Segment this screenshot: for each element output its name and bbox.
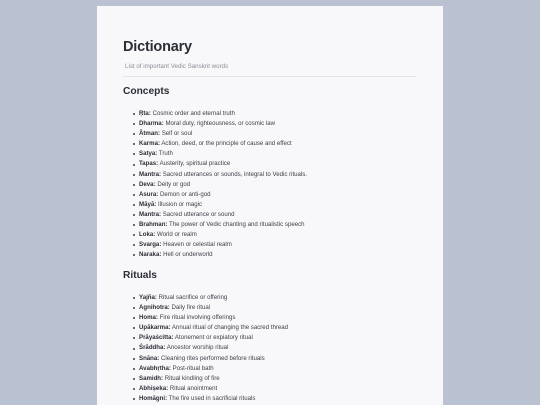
bullet-icon <box>133 337 135 339</box>
term-label: Homāgni: <box>139 394 168 402</box>
term-definition: Heaven or celestial realm <box>163 241 232 249</box>
term-label: Upākarma: <box>139 324 171 332</box>
list-item <box>133 180 307 190</box>
term-definition: Annual ritual of changing the sacred thread <box>171 324 289 332</box>
term-definition: Atonement or expiatory ritual <box>174 334 253 342</box>
term-definition: The power of Vedic chanting and ritualistic speech <box>169 221 305 229</box>
bullet-icon <box>133 244 135 246</box>
list-item <box>133 343 288 353</box>
term-definition: Fire ritual involving offerings <box>159 314 236 322</box>
term-definition: World or realm <box>156 231 197 239</box>
term-label: Snāna: <box>139 354 160 362</box>
term-definition: Hell or underworld <box>163 251 213 259</box>
term-definition: Cosmic order and eternal truth <box>152 110 235 117</box>
bullet-icon <box>133 358 135 360</box>
list-item <box>133 119 307 129</box>
term-definition: Cleaning rites performed before rituals <box>161 354 265 362</box>
term-label: Satya: <box>139 150 158 158</box>
list-item <box>133 149 307 159</box>
term-label: Agnihotra: <box>139 304 170 312</box>
list-item <box>133 190 307 200</box>
page-subtitle: List of important Vedic Sanskrit words <box>125 63 229 70</box>
term-label: Śrāddha: <box>139 344 166 352</box>
list-item <box>133 354 288 364</box>
term-label: Prāyaścitta: <box>139 334 174 342</box>
term-definition: Ritual sacrifice or offering <box>158 294 228 301</box>
bullet-icon <box>133 297 135 299</box>
list-item <box>133 159 307 169</box>
bullet-icon <box>133 133 135 135</box>
term-label: Yajña: <box>139 294 157 301</box>
term-label: Mantra: <box>139 210 162 218</box>
list-item <box>133 293 288 303</box>
term-definition: Ritual kindling of fire <box>164 374 220 382</box>
bullet-icon <box>133 214 135 216</box>
term-definition: Daily fire ritual <box>171 304 211 312</box>
list-item <box>133 170 307 180</box>
term-label: Abhiṣeka: <box>139 384 169 392</box>
term-label: Mantra: <box>139 170 162 178</box>
term-label: Brahman: <box>139 221 168 229</box>
term-label: Karma: <box>139 140 160 148</box>
term-definition: Post-ritual bath <box>172 364 214 372</box>
list-item <box>133 109 307 119</box>
term-definition: Demon or anti-god <box>160 190 211 198</box>
bullet-icon <box>133 327 135 329</box>
term-label: Homa: <box>139 314 158 322</box>
term-definition: Deity or god <box>157 180 191 188</box>
page-title: Dictionary <box>123 39 192 55</box>
term-definition: Ancestor worship ritual <box>166 344 229 352</box>
term-label: Loka: <box>139 231 156 239</box>
bullet-icon <box>133 143 135 145</box>
term-label: Deva: <box>139 180 156 188</box>
list-item <box>133 139 307 149</box>
list-item <box>133 250 307 260</box>
list-item <box>133 384 288 394</box>
term-definition: Moral duty, righteousness, or cosmic law <box>165 120 276 128</box>
term-definition: Sacred utterance or sound <box>162 210 235 218</box>
bullet-icon <box>133 398 135 400</box>
bullet-icon <box>133 174 135 176</box>
bullet-icon <box>133 254 135 256</box>
bullet-icon <box>133 317 135 319</box>
dictionary-page <box>97 6 443 405</box>
bullet-icon <box>133 388 135 390</box>
bullet-icon <box>133 368 135 370</box>
list-item <box>133 220 307 230</box>
bullet-icon <box>133 234 135 236</box>
term-label: Svarga: <box>139 241 162 249</box>
term-definition: Illusion or magic <box>157 200 203 208</box>
list-item <box>133 303 288 313</box>
term-label: Naraka: <box>139 251 162 259</box>
section-heading-concepts: Concepts <box>123 86 170 97</box>
bullet-icon <box>133 224 135 226</box>
term-label: Ātman: <box>139 130 160 138</box>
list-item <box>133 129 307 139</box>
list-item <box>133 200 307 210</box>
list-item <box>133 240 307 250</box>
section-heading-rituals: Rituals <box>123 270 157 281</box>
list-item <box>133 323 288 333</box>
term-definition: Austerity, spiritual practice <box>159 160 231 168</box>
bullet-icon <box>133 378 135 380</box>
list-item <box>133 333 288 343</box>
term-definition: Action, deed, or the principle of cause and effect <box>161 140 292 148</box>
bullet-icon <box>133 113 135 115</box>
bullet-icon <box>133 164 135 166</box>
term-label: Avabhṛtha: <box>139 364 171 372</box>
bullet-icon <box>133 348 135 350</box>
term-label: Asura: <box>139 190 159 198</box>
list-item <box>133 374 288 384</box>
concepts-list <box>133 109 307 260</box>
list-item <box>133 230 307 240</box>
term-label: Māyā: <box>139 200 157 208</box>
term-label: Dharma: <box>139 120 164 128</box>
list-item <box>133 364 288 374</box>
bullet-icon <box>133 153 135 155</box>
bullet-icon <box>133 204 135 206</box>
bullet-icon <box>133 194 135 196</box>
term-definition: Self or soul <box>161 130 193 138</box>
bullet-icon <box>133 123 135 125</box>
term-definition: Sacred utterances or sounds, integral to Vedic rituals. <box>162 170 308 178</box>
term-definition: Truth <box>158 150 173 158</box>
term-definition: Ritual anointment <box>169 384 218 392</box>
list-item <box>133 210 307 220</box>
bullet-icon <box>133 307 135 309</box>
list-item <box>133 394 288 404</box>
list-item <box>133 313 288 323</box>
term-label: Tapas: <box>139 160 159 168</box>
term-definition: The fire used in sacrificial rituals <box>168 394 256 402</box>
term-label: Ṛta: <box>139 110 151 117</box>
bullet-icon <box>133 184 135 186</box>
term-label: Samidh: <box>139 374 164 382</box>
rituals-list <box>133 293 288 404</box>
header-divider <box>123 76 416 77</box>
